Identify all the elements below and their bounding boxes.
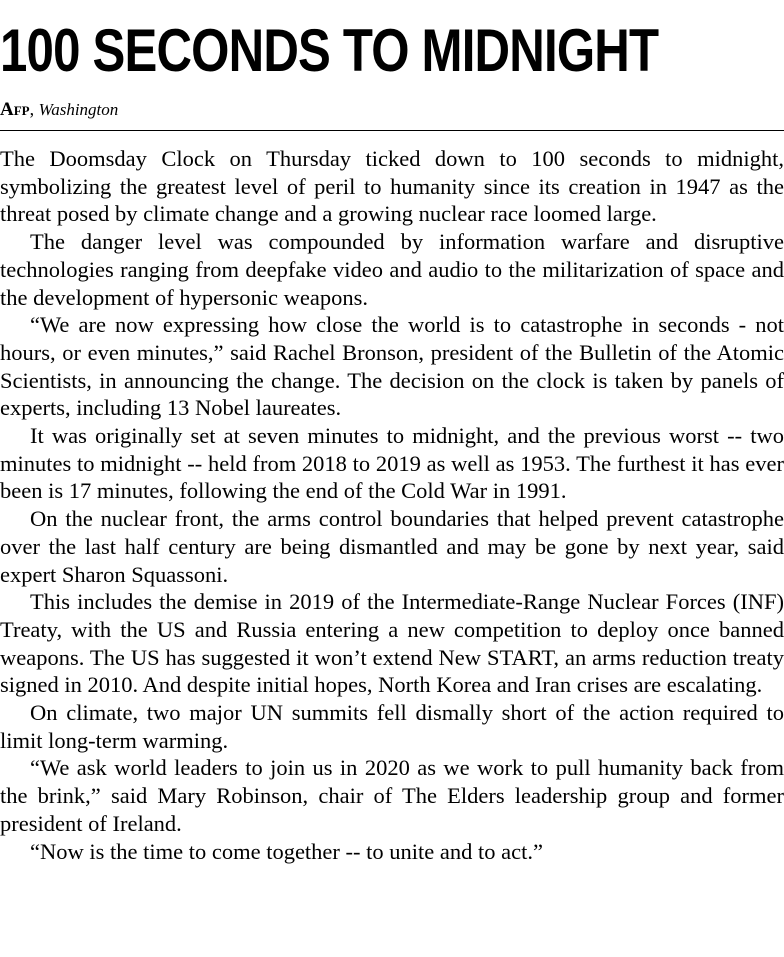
paragraph-3: “We are now expressing how close the world is to catastrophe in seconds - not hours, or even minutes,” said Rachel Bronson, president of the Bulletin of the Atomic Scientists, in announcing the change. The decision on the clock is taken by panels of experts, including 13 Nobel laureates.: [0, 312, 784, 421]
paragraph-6: This includes the demise in 2019 of the Intermediate-Range Nuclear Forces (INF) Treaty, with the US and Russia entering a new competition to deploy once banned weapons. The US has suggested it won’t extend New START, an arms reduction treaty signed in 2010. And despite initial hopes, North Korea and Iran crises are escalating.: [0, 589, 784, 698]
headline: 100 SECONDS TO MIDNIGHT: [0, 17, 659, 84]
paragraph-9: “Now is the time to come together -- to unite and to act.”: [30, 838, 543, 864]
byline-separator: ,: [29, 99, 35, 119]
paragraph-7: On climate, two major UN summits fell dismally short of the action required to limit long-term warming.: [0, 700, 784, 753]
paragraph-5: On the nuclear front, the arms control boundaries that helped prevent catastrophe over the last half century are being dismantled and may be gone by next year, said expert Sharon Squassoni.: [0, 506, 784, 587]
paragraph-1: The Doomsday Clock on Thursday ticked down to 100 seconds to midnight, symbolizing the greatest level of peril to humanity since its creation in 1947 as the threat posed by climate change and a growing nuclear race loomed large.: [0, 146, 784, 227]
paragraph-4: It was originally set at seven minutes to midnight, and the previous worst -- two minutes to midnight -- held from 2018 to 2019 as well as 1953. The furthest it has ever been is 17 minutes, following the end of the Cold War in 1991.: [0, 423, 784, 504]
article-body: [0, 145, 784, 865]
byline-agency: Afp: [0, 99, 30, 120]
byline: [0, 96, 118, 123]
header-divider: [0, 130, 784, 131]
paragraph-8: “We ask world leaders to join us in 2020 as we work to pull humanity back from the brink,” said Mary Robinson, chair of The Elders leadership group and former president of Ireland.: [0, 755, 784, 836]
byline-location: Washington: [38, 100, 119, 119]
paragraph-2: The danger level was compounded by information warfare and disruptive technologies ranging from deepfake video and audio to the militarization of space and the development of hypersonic weapons.: [0, 229, 784, 310]
